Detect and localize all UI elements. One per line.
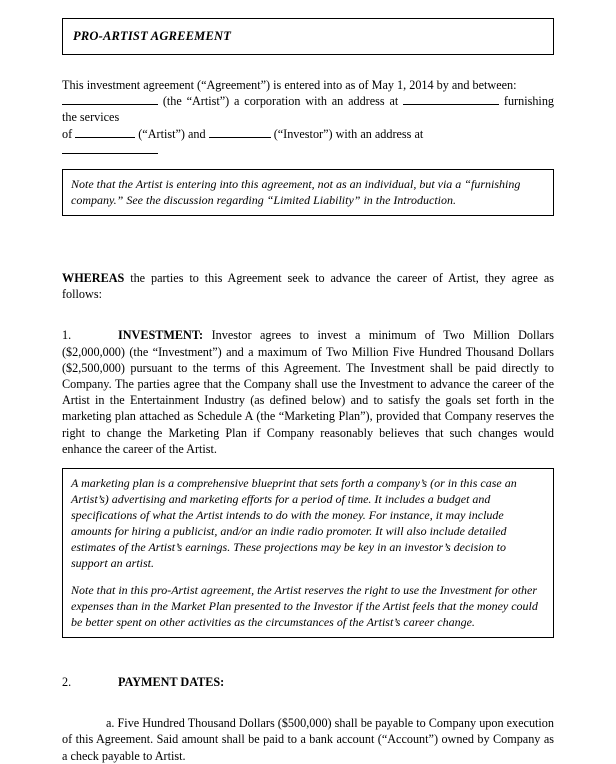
spacer [62,226,554,270]
intro-line-3: furnishing the services [62,94,555,125]
blank-company-address [403,93,499,105]
whereas-lead: WHEREAS [62,271,125,286]
section-2-heading: PAYMENT DATES: [118,675,225,690]
annotation-box-marketing-plan [62,468,554,638]
intro-line-6: (“Investor”) with an address at [273,126,424,141]
whereas-paragraph [62,270,554,302]
document-title-box [62,18,554,55]
section-1-number: 1. [62,328,72,343]
section-2-heading-row [62,674,554,690]
spacer [62,648,554,674]
section-2a-letter: a. [106,716,115,731]
intro-line-4: of [62,126,73,141]
page-title: PRO-ARTIST AGREEMENT [73,29,232,43]
annotation-text-1: Note that the Artist is entering into this agreement, not as an individual, but via a “furnishing company.” See the discussion regarding “Limited Liability” in the Introduction. [71,177,521,208]
whereas-body: the parties to this Agreement seek to advance the career of Artist, they agree as follows: [62,271,555,302]
section-1-body: Investor agrees to invest a minimum of Two Million Dollars ($2,000,000) (the “Investment”) and a maximum of Two Million Five Hundred Thousand Dollars ($2,500,000) pursuant to the terms of this Agreement. The Investment shall be paid directly to Company. The parties agree that the Company shall use the Investment to advance the career of the Artist in the Entertainment Industry (as defined below) and to satisfy the goals set forth in the marketing plan attached as Schedule A (the “Marketing Plan”), provided that Company reserves the right to change the Marketing Plan if Company reasonably believes that such changes would enhance the career of the Artist. [62,328,555,456]
section-2a-body: Five Hundred Thousand Dollars ($500,000) shall be payable to Company upon execution of this Agreement. Said amount shall be paid to a bank account (“Account”) owned by Company as a check payable to Artist. [62,716,554,763]
section-2a-paragraph [62,715,554,764]
annotation-box-furnishing-company [62,169,554,216]
blank-company-name [62,93,158,105]
section-1-paragraph [62,327,554,457]
intro-line-1: This investment agreement (“Agreement”) is entered into as of May 1, 2014 by and between: [62,78,517,92]
spacer [62,313,554,327]
spacer [62,701,554,715]
section-2-number: 2. [62,675,72,690]
intro-line-2: (the “Artist”) a corporation with an address at [162,94,399,109]
annotation-text-2: A marketing plan is a comprehensive blueprint that sets forth a company’s (or in this case an Artist’s) advertising and marketing efforts for a period of time. It includes a budget and specifications of what the Artist intends to do with the money. For instance, it may include amounts for hiring a publicist, and/or an indie radio promoter. It will also include detailed estimates of the Artist’s earnings. These projections may be key in an investor’s decision to support an artist. [71,476,517,571]
blank-investor-address [62,142,158,154]
annotation-text-3: Note that in this pro-Artist agreement, the Artist reserves the right to use the Investment for other expenses than in the Market Plan presented to the Investor if the Artist feels that the money could be better spent on other activities as the circumstances of the Artist’s career change. [71,583,538,630]
blank-artist-name [75,126,135,138]
intro-paragraph [62,77,554,158]
section-1-heading: INVESTMENT: [118,328,204,343]
blank-investor-name [209,126,271,138]
intro-line-5: (“Artist”) and [138,126,206,141]
